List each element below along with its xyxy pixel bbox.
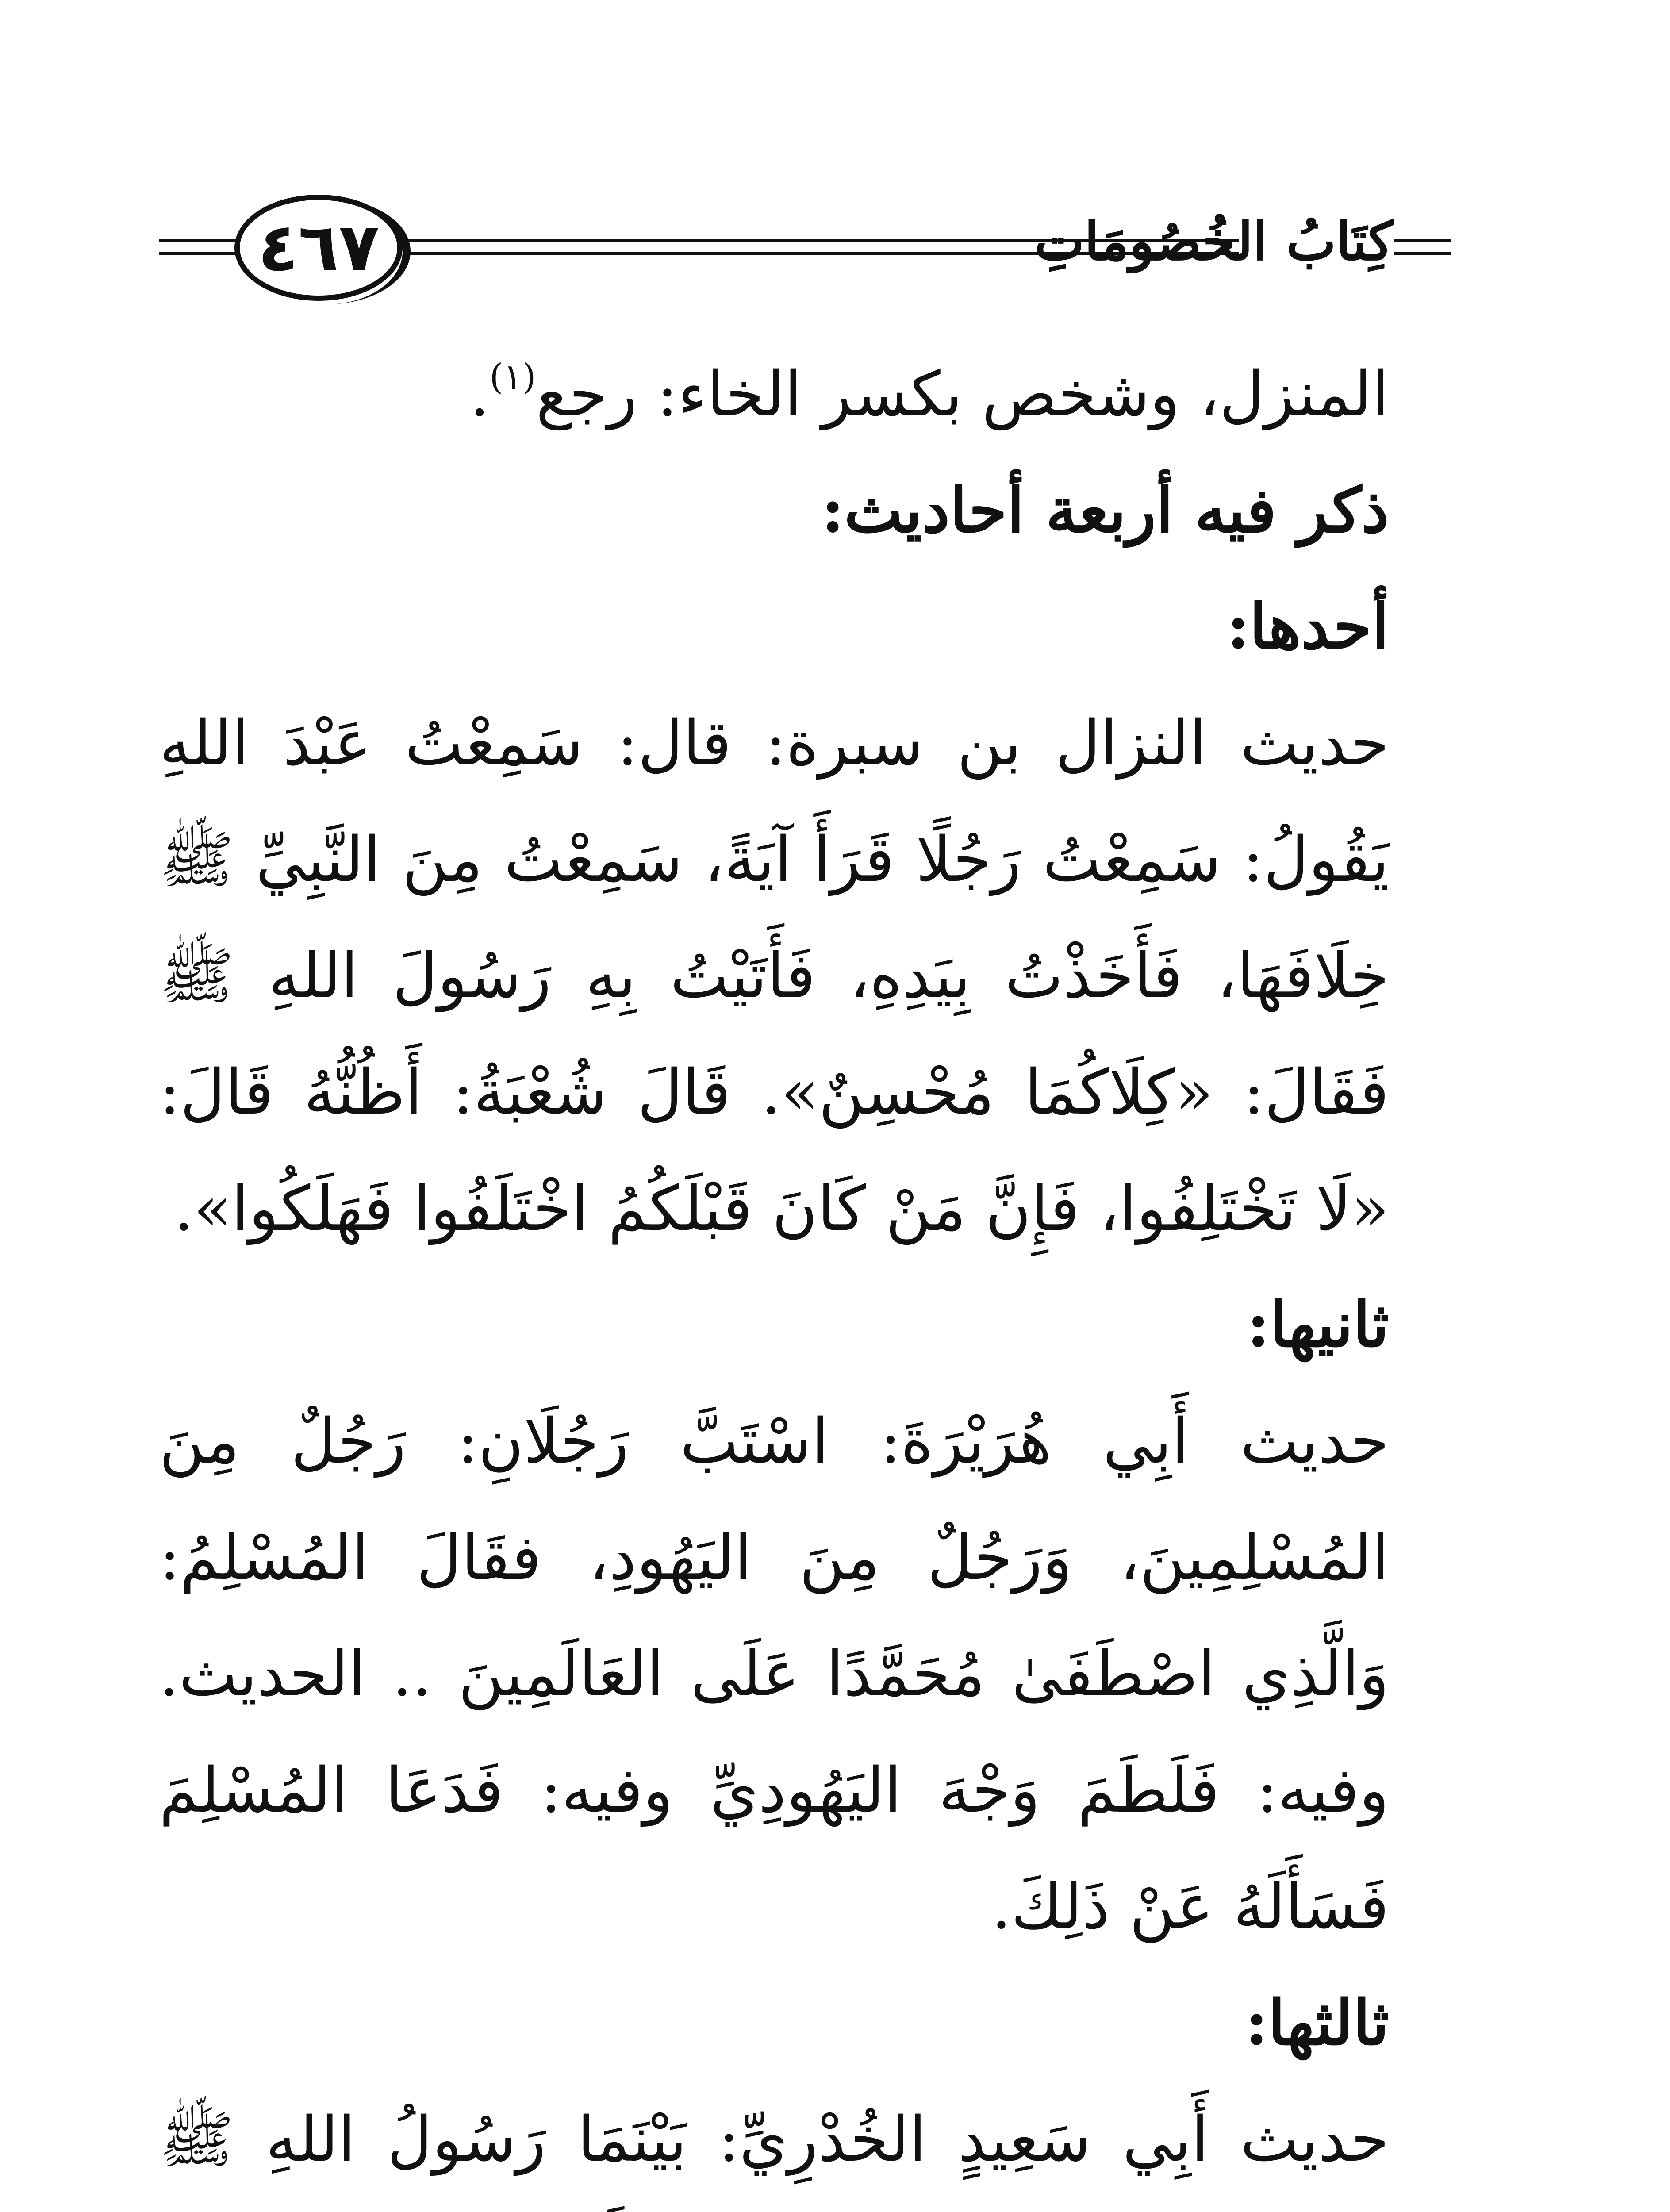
page-number: ٤٦٧: [234, 195, 403, 301]
hadith-paragraph-1: حديث النزال بن سبرة: قال: سَمِعْتُ عَبْدَ اللهِ يَقُولُ: سَمِعْتُ رَجُلًا قَرَأَ آيَةً، سَمِعْتُ مِنَ النَّبِيِّ ﷺ خِلَافَهَا، فَأَخَذْتُ بِيَدِهِ، فَأَتَيْتُ بِهِ رَسُولَ اللهِ ﷺ فَقَالَ: «كِلَاكُمَا مُحْسِنٌ». قَالَ شُعْبَةُ: أَظُنُّهُ قَالَ: «لَا تَخْتَلِفُوا، فَإِنَّ مَنْ كَانَ قَبْلَكُمُ اخْتَلَفُوا فَهَلَكُوا».: [159, 707, 1389, 1245]
header-rule: [159, 252, 239, 255]
header-rule: [1394, 252, 1451, 255]
intro-end: .: [469, 358, 490, 430]
hadith-paragraph-3: حديث أَبِي سَعِيدٍ الخُدْرِيِّ: بَيْنَمَا رَسُولُ اللهِ ﷺ: [159, 2104, 1389, 2176]
intro-paragraph: [159, 336, 1389, 453]
header-rule: [1394, 239, 1451, 242]
section-heading: ذكر فيه أربعة أحاديث:: [821, 474, 1389, 547]
hadith-heading-2: ثانيها:: [1247, 1289, 1389, 1361]
hadith-heading-1: أحدها:: [1226, 591, 1389, 663]
page-header: [159, 186, 1451, 310]
intro-text: المنزل، وشخص بكسر الخاء: رجع: [536, 358, 1389, 430]
hadith-heading-3: ثالثها:: [1245, 1987, 1389, 2059]
main-text: [159, 336, 1389, 2212]
running-title: كِتَابُ الخُصُومَاتِ: [1034, 210, 1394, 273]
header-rule: [159, 239, 239, 242]
footnote-reference: (١): [489, 356, 536, 397]
hadith-paragraph-2: حديث أَبِي هُرَيْرَةَ: اسْتَبَّ رَجُلَانِ: رَجُلٌ مِنَ المُسْلِمِينَ، وَرَجُلٌ مِنَ اليَهُودِ، فقَالَ المُسْلِمُ: وَالَّذِي اصْطَفَىٰ مُحَمَّدًا عَلَى العَالَمِينَ .. الحديث. وفيه: فَلَطَمَ وَجْهَ اليَهُودِيِّ وفيه: فَدَعَا المُسْلِمَ فَسَأَلَهُ عَنْ ذَلِكَ.: [159, 1406, 1389, 1943]
